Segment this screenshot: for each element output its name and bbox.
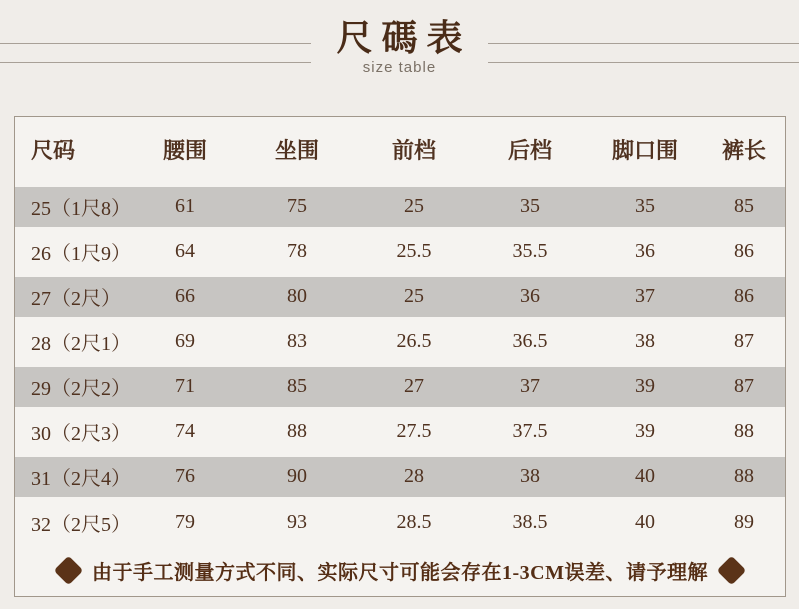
diamond-icon — [717, 555, 747, 585]
size-table — [15, 117, 785, 544]
measurement-cell: 36 — [473, 274, 587, 319]
measurement-cell: 87 — [734, 330, 754, 352]
size-table-body — [15, 184, 785, 544]
table-row — [15, 364, 785, 409]
size-table-panel — [14, 116, 786, 597]
measurement-cell: 64 — [175, 240, 195, 262]
size-label-cell: 26（1尺9） — [31, 243, 131, 265]
measurement-cell: 38.5 — [512, 511, 548, 534]
page-title: 尺碼表 — [336, 18, 472, 58]
measurement-cell: 78 — [287, 240, 307, 262]
measurement-cell: 85 — [703, 184, 785, 229]
measurement-cell: 35.5 — [512, 240, 548, 262]
measurement-cell: 39 — [587, 364, 703, 409]
size-label-cell: 30（2尺3） — [31, 423, 131, 445]
column-header-5: 后档 — [507, 137, 552, 163]
size-label-cell: 27（2尺） — [15, 274, 131, 319]
column-header-3: 坐围 — [274, 137, 319, 163]
measurement-cell: 36.5 — [512, 330, 548, 352]
measurement-cell: 35 — [473, 184, 587, 229]
measurement-cell: 38 — [473, 454, 587, 499]
measurement-cell: 85 — [239, 364, 355, 409]
size-label-cell: 25（1尺8） — [15, 184, 131, 229]
column-header-2: 腰围 — [162, 137, 207, 163]
page-subtitle: size table — [362, 59, 437, 76]
table-row — [15, 229, 785, 274]
measurement-cell: 27 — [355, 364, 473, 409]
measurement-cell: 38 — [635, 330, 655, 352]
measurement-cell: 88 — [287, 420, 307, 442]
measurement-cell: 83 — [287, 330, 307, 352]
measurement-cell: 90 — [239, 454, 355, 499]
measurement-cell: 25 — [355, 184, 473, 229]
masthead — [0, 0, 799, 100]
measurement-cell: 69 — [175, 330, 195, 352]
size-label-cell: 29（2尺2） — [15, 364, 131, 409]
size-label-cell: 32（2尺5） — [31, 514, 131, 537]
measurement-cell: 71 — [131, 364, 239, 409]
table-row — [15, 499, 785, 544]
table-header-row — [15, 117, 785, 184]
measurement-cell: 28 — [355, 454, 473, 499]
measurement-cell: 25 — [355, 274, 473, 319]
measurement-cell: 36 — [635, 240, 655, 262]
measurement-cell: 37.5 — [512, 420, 548, 442]
measurement-cell: 35 — [587, 184, 703, 229]
measurement-cell: 61 — [131, 184, 239, 229]
measurement-cell: 86 — [734, 240, 754, 262]
table-row — [15, 454, 785, 499]
measurement-cell: 28.5 — [396, 511, 432, 534]
size-label-cell: 28（2尺1） — [31, 333, 131, 355]
measurement-cell: 93 — [287, 511, 307, 534]
measurement-cell: 66 — [131, 274, 239, 319]
measurement-cell: 75 — [239, 184, 355, 229]
table-row — [15, 319, 785, 364]
size-label-cell: 31（2尺4） — [15, 454, 131, 499]
title-block — [311, 18, 487, 77]
measurement-cell: 27.5 — [396, 420, 432, 442]
measurement-cell: 25.5 — [396, 240, 432, 262]
column-header-6: 脚口围 — [611, 137, 678, 163]
table-row — [15, 274, 785, 319]
measurement-cell: 89 — [734, 511, 754, 534]
table-row — [15, 184, 785, 229]
measurement-cell: 40 — [635, 511, 655, 534]
measurement-note-text: 由于手工测量方式不同、实际尺寸可能会存在1-3CM误差、请予理解 — [92, 561, 708, 584]
measurement-cell: 87 — [703, 364, 785, 409]
measurement-cell: 37 — [587, 274, 703, 319]
measurement-cell: 80 — [239, 274, 355, 319]
measurement-cell: 79 — [175, 511, 195, 534]
measurement-cell: 86 — [703, 274, 785, 319]
measurement-cell: 76 — [131, 454, 239, 499]
table-row — [15, 409, 785, 454]
diamond-icon — [54, 555, 84, 585]
column-header-1: 尺码 — [31, 137, 76, 163]
measurement-cell: 88 — [734, 420, 754, 442]
column-header-7: 裤长 — [721, 137, 766, 163]
measurement-cell: 26.5 — [396, 330, 432, 352]
column-header-4: 前档 — [391, 137, 436, 163]
measurement-cell: 39 — [635, 420, 655, 442]
measurement-cell: 88 — [703, 454, 785, 499]
measurement-cell: 40 — [587, 454, 703, 499]
measurement-cell: 74 — [175, 420, 195, 442]
measurement-cell: 37 — [473, 364, 587, 409]
measurement-note — [15, 544, 785, 596]
